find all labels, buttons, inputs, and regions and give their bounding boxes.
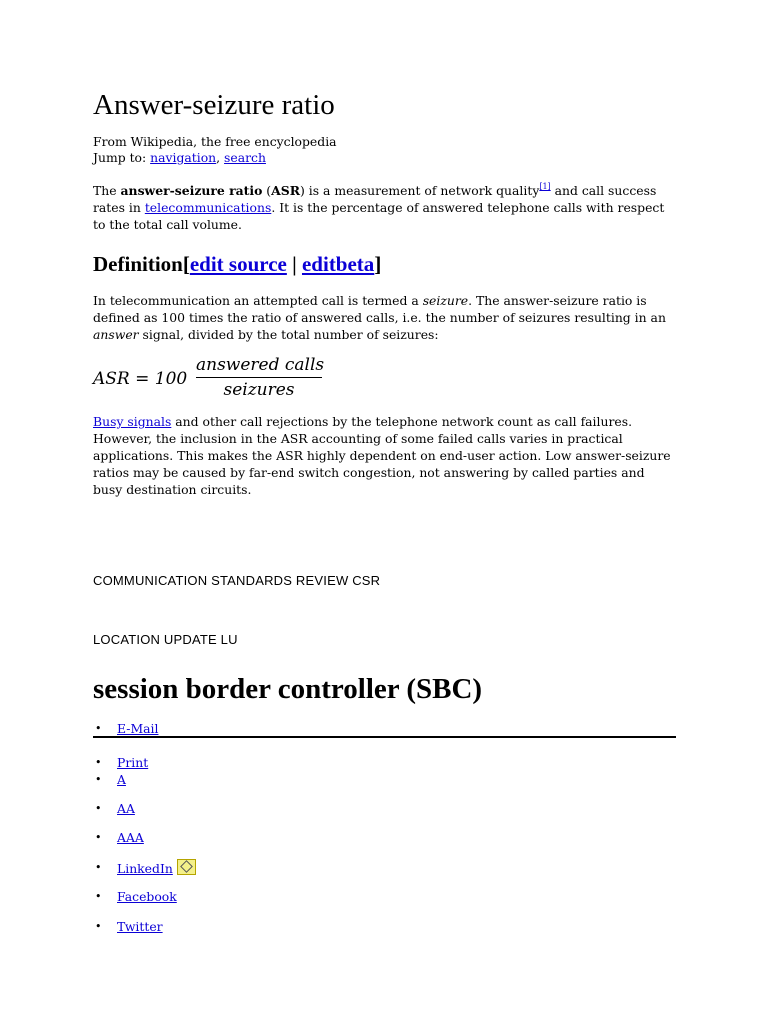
definition-text-2: . The answer-seizure ratio is defined as 100 times the ratio of answered calls, i.e. the number of seizures resulting in an <box>93 293 666 325</box>
bullet: • <box>95 920 102 933</box>
list-item-twitter <box>95 918 163 935</box>
list-item-linkedin <box>95 859 196 877</box>
formula-lhs: ASR = 100 <box>93 369 188 389</box>
bullet: • <box>95 773 102 786</box>
font-size-aaa-link[interactable]: AAA <box>117 830 144 845</box>
intro-text-1: The <box>93 183 121 198</box>
busy-signals-paragraph <box>93 413 673 498</box>
formula-numerator: answered calls <box>196 355 325 375</box>
linkedin-link[interactable]: LinkedIn <box>117 861 173 876</box>
intro-text-2: ( <box>262 183 272 198</box>
jump-separator: , <box>216 150 225 165</box>
bracket-open: [ <box>182 252 190 276</box>
facebook-link[interactable]: Facebook <box>117 889 177 904</box>
email-link[interactable]: E-Mail <box>117 721 159 736</box>
definition-italic-seizure: seizure <box>422 293 469 308</box>
jump-navigation-link[interactable]: navigation <box>150 150 217 165</box>
intro-text-5: . It is the percentage of answered telephone calls with respect to the total call volume. <box>93 200 665 232</box>
font-size-aa-link[interactable]: AA <box>117 801 135 816</box>
intro-term: answer-seizure ratio <box>120 183 263 198</box>
divider <box>93 736 676 738</box>
twitter-link[interactable]: Twitter <box>117 919 163 934</box>
busy-signals-text: and other call rejections by the telephone network count as call failures. However, the inclusion in the ASR accounting of some failed calls varies in practical applications. This makes the ASR highly dependent on end-user action. Low answer-seizure ratios may be caused by far-end switch congestion, not answering by called parties and busy destination circuits. <box>93 414 671 497</box>
telecommunications-link[interactable]: telecommunications <box>144 200 272 215</box>
list-item-font-a <box>95 771 126 788</box>
definition-text-3: signal, divided by the total number of seizures: <box>138 327 439 342</box>
jump-to <box>93 149 266 166</box>
intro-paragraph <box>93 182 673 233</box>
bullet: • <box>95 722 102 735</box>
bullet: • <box>95 831 102 844</box>
linkedin-icon[interactable] <box>177 859 196 875</box>
intro-text-4: and call success rates in <box>93 183 657 215</box>
bullet: • <box>95 802 102 815</box>
definition-text-1: In telecommunication an attempted call is termed a <box>93 293 423 308</box>
bullet: • <box>95 861 102 874</box>
list-item-font-aa <box>95 800 135 817</box>
definition-italic-answer: answer <box>93 327 139 342</box>
intro-text-3: ) is a measurement of network quality <box>300 183 540 198</box>
related-lu: LOCATION UPDATE LU <box>93 632 238 647</box>
definition-paragraph <box>93 292 673 343</box>
list-item-print <box>95 754 149 771</box>
definition-heading-label: Definition <box>93 252 183 276</box>
bullet: • <box>95 890 102 903</box>
sbc-heading: session border controller (SBC) <box>93 673 483 705</box>
busy-signals-link[interactable]: Busy signals <box>93 414 172 429</box>
formula-denominator: seizures <box>223 380 295 400</box>
page-title: Answer-seizure ratio <box>93 89 335 121</box>
formula-fraction <box>196 354 325 400</box>
edit-source-link[interactable]: edit source <box>189 252 287 276</box>
intro-abbr: ASR <box>271 183 300 198</box>
jump-to-label: Jump to: <box>93 150 151 165</box>
list-item-facebook <box>95 888 177 905</box>
print-link[interactable]: Print <box>117 755 149 770</box>
font-size-a-link[interactable]: A <box>117 772 126 787</box>
citation-link[interactable]: [1] <box>539 182 551 191</box>
definition-heading <box>93 250 381 278</box>
editbeta-link[interactable]: editbeta <box>301 252 375 276</box>
list-item-email <box>95 720 159 737</box>
list-item-font-aaa <box>95 829 144 846</box>
fraction-bar <box>196 377 322 378</box>
edit-separator: | <box>286 252 302 276</box>
related-csr: COMMUNICATION STANDARDS REVIEW CSR <box>93 573 381 588</box>
from-wikipedia: From Wikipedia, the free encyclopedia <box>93 134 337 149</box>
bullet: • <box>95 756 102 769</box>
bracket-close: ] <box>374 252 382 276</box>
jump-search-link[interactable]: search <box>224 150 266 165</box>
